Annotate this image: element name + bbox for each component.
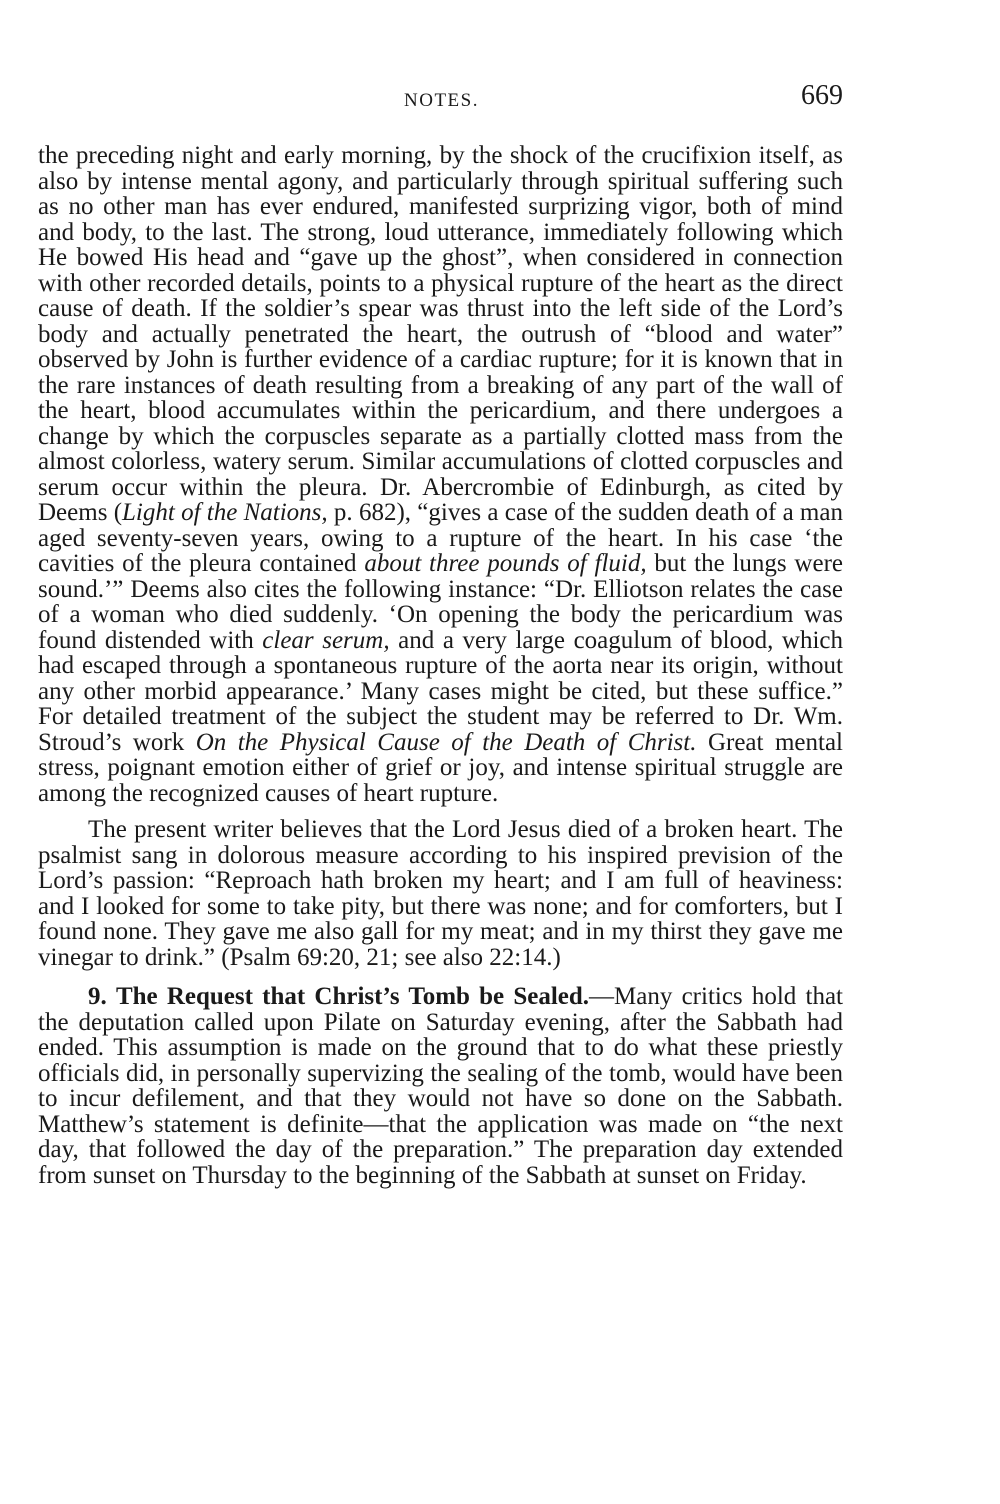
page-number: 669 (801, 80, 843, 111)
italic-citation: Light of the Nations, (122, 499, 328, 526)
page-header (40, 80, 843, 116)
paragraph-broken-heart (38, 817, 843, 970)
paragraph-text: —Many critics hold that the deputation called upon Pilate on Saturday evening, after the Sabbath had ended. This assumption is made on the ground that to do what these priestly officials did, in personally supervizing the sealing of the tomb, would have been to incur defilement, and that they would not have so done on the Sabbath. Matthew’s statement is definite—that the application was made on “the next day, that followed the day of the preparation.” The preparation day extended from sunset on Thursday to the beginning of the Sabbath at sunset on Friday. (38, 983, 843, 1189)
section-heading: The Request that Christ’s Tomb be Sealed. (115, 983, 590, 1010)
text-run: the preceding night and early morning, by the shock of the crucifixion itself, as also by intense mental agony, and particularly through spiritual suffering such as no other man has ever endured, manifested surprizing vigor, both of mind and body, to the last. The strong, loud utterance, immediately following which He bowed His head and “gave up the ghost”, when considered in connection with other recorded details, points to a physical rupture of the heart as the direct cause of death. If the soldier’s spear was thrust into the left side of the Lord’s body and actually penetrated the heart, the outrush of “blood and water” observed by John is further evidence of a cardiac rupture; for it is known that in the rare instances of death resulting from a breaking of any part of the wall of the heart, blood accumulates within the pericardium, and there undergoes a change by which the corpuscles separate as a partially clotted mass from the almost colorless, watery serum. Similar accumulations of clotted corpuscles and serum occur within the pleura. Dr. Abercrombie of Edinburgh, as cited by Deems ( (38, 142, 843, 526)
paragraph-continued (38, 143, 843, 806)
text-run: and a very large coagulum of blood, which had escaped through a spontaneous rupture of the aorta near its origin, without any other morbid appearance.’ Many cases might be cited, but these suffice.” For detailed treatment of the subject the student may be referred to Dr. Wm. Stroud’s work (38, 626, 843, 756)
page-body (38, 143, 843, 1188)
running-head: NOTES. (404, 90, 479, 111)
italic-phrase: clear serum, (262, 626, 390, 654)
text-run: but the lungs were sound.’” Deems also cites the following instance: “Dr. Elliotson relates the case of a woman who died suddenly. ‘On opening the body the pericardium was found distended with (38, 550, 843, 654)
text-run: p. 682), “gives a case of the sudden death of a man aged seventy-seven years, owing to a rupture of the heart. In his case ‘the cavities of the pleura contained (38, 499, 843, 577)
section-9-paragraph (38, 984, 843, 1188)
text-run: Great mental stress, poignant emotion either of grief or joy, and intense spiritual struggle are among the recognized causes of heart rupture. (38, 728, 843, 807)
italic-phrase: about three pounds of fluid, (364, 550, 647, 577)
italic-work-title: On the Physical Cause of the Death of Christ. (195, 728, 697, 756)
paragraph-text: The present writer believes that the Lord Jesus died of a broken heart. The psalmist sang in dolorous measure according to his inspired prevision of the Lord’s passion: “Reproach hath broken my heart; and I am full of heaviness: and I looked for some to take pity, but there was none; and for comforters, but I found none. They gave me also gall for my meat; and in my thirst they gave me vinegar to drink.” (Psalm 69:20, 21; see also 22:14.) (38, 816, 843, 971)
section-number: 9. (88, 983, 107, 1010)
